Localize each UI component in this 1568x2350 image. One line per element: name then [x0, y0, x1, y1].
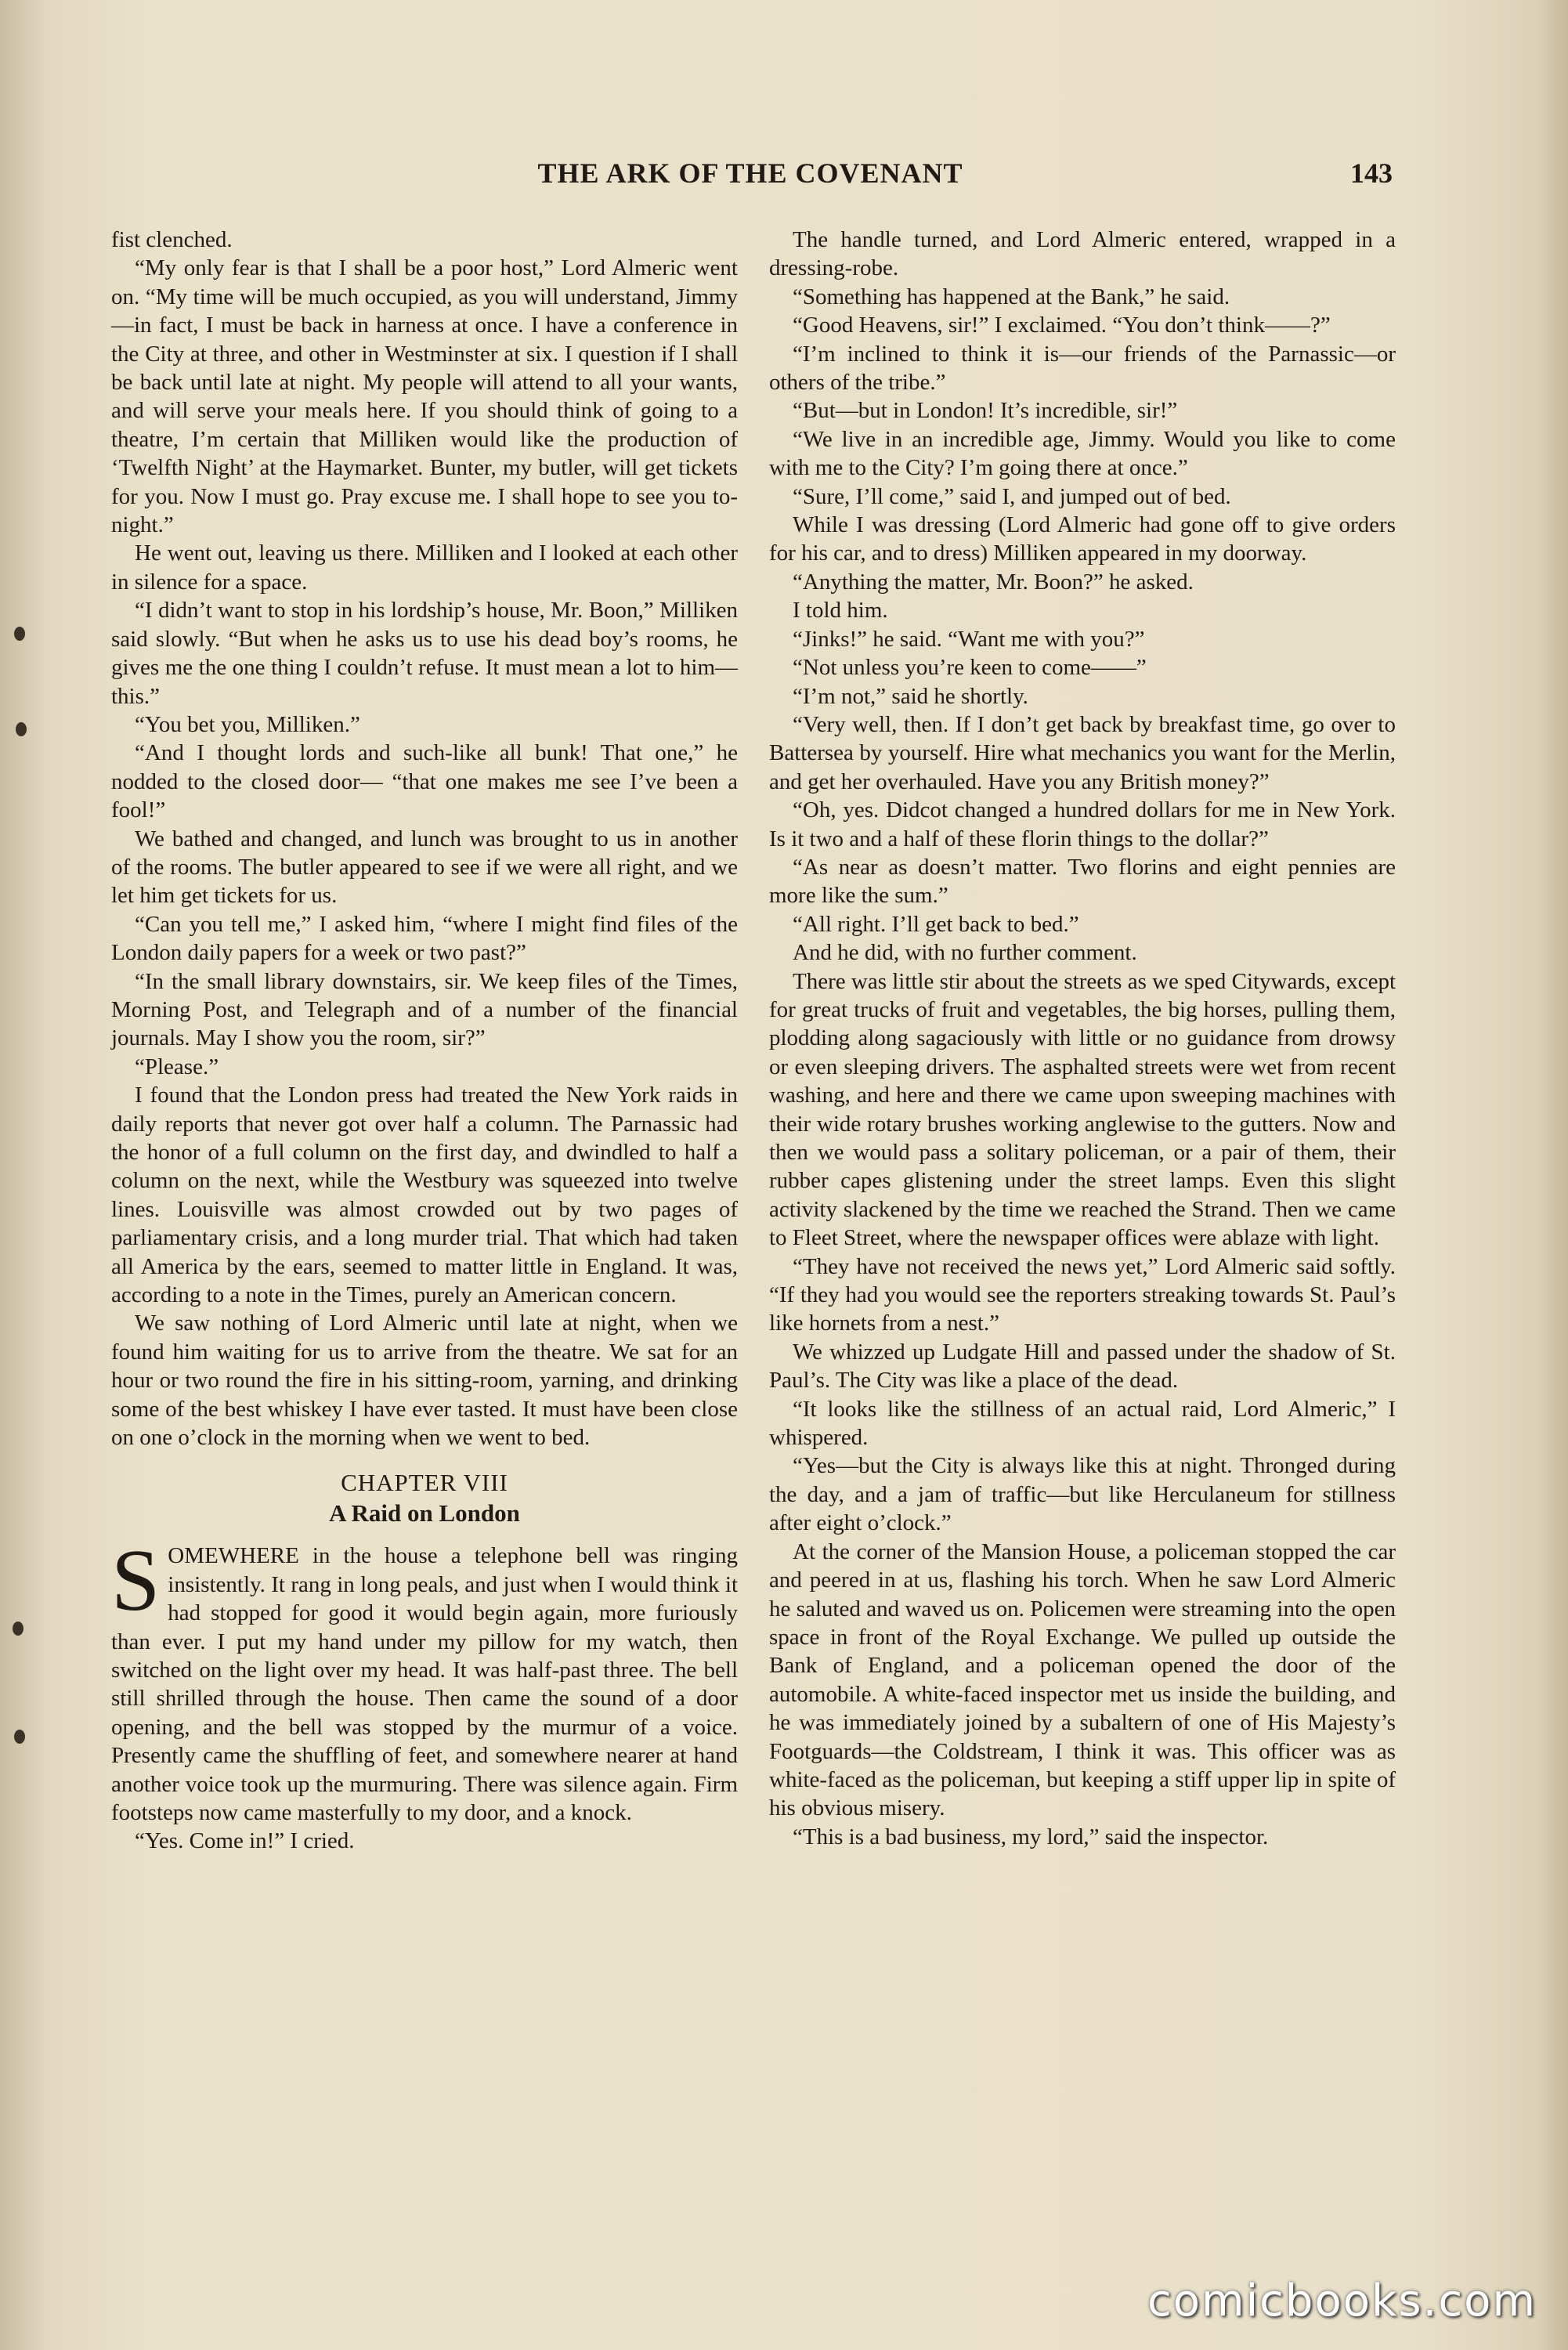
paragraph: I found that the London press had treated the New York raids in daily reports that never got over half a column. The Parnassic had the honor of a full column on the first day, and dwindled to half a column on the next, while the Westbury was squeezed into twelve lines. Louisville was almost crowded out by two pages of parliamentary crisis, and a long murder trial. That which had taken all America by the ears, seemed to matter little in England. It was, according to a note in the Times, purely an American concern.	[111, 1083, 738, 1308]
chapter-title: A Raid on London	[329, 1499, 520, 1527]
chapter-number: CHAPTER VIII	[341, 1469, 508, 1497]
paragraph: “I didn’t want to stop in his lordship’s house, Mr. Boon,” Milliken said slowly. “But when he asks us to use his dead boy’s rooms, he gives me the one thing I couldn’t refuse. It must mean a lot to him—this.”	[111, 598, 738, 709]
running-title: THE ARK OF THE COVENANT	[537, 157, 963, 189]
binding-hole	[14, 627, 25, 641]
paragraph: “I’m inclined to think it is—our friends of the Parnassic—or others of the tribe.”	[769, 341, 1396, 396]
paragraph: “All right. I’ll get back to bed.”	[793, 911, 1079, 937]
paragraph: “Not unless you’re keen to come——”	[793, 655, 1147, 681]
paragraph: “This is a bad business, my lord,” said the inspector.	[793, 1824, 1269, 1849]
paragraph: I told him.	[793, 598, 888, 624]
paragraph: He went out, leaving us there. Milliken and I looked at each other in silence for a space.	[111, 540, 738, 595]
page-header	[108, 154, 1393, 193]
drop-cap: S	[111, 1532, 161, 1630]
paragraph: “They have not received the news yet,” Lord Almeric said softly. “If they had you would see the reporters streaking towards St. Paul’s like hornets from a nest.”	[769, 1253, 1396, 1336]
paragraph: “It looks like the stillness of an actual raid, Lord Almeric,” I whispered.	[769, 1396, 1396, 1451]
page-number: 143	[1350, 157, 1393, 189]
paragraph: “In the small library downstairs, sir. We keep files of the Times, Morning Post, and Telegraph and of a number of the financial journals. May I show you the room, sir?”	[111, 968, 738, 1051]
binding-hole	[13, 1622, 23, 1636]
paragraph: “We live in an incredible age, Jimmy. Would you like to come with me to the City? I’m going there at once.”	[769, 426, 1396, 481]
paragraph: “You bet you, Milliken.”	[135, 711, 360, 737]
paragraph: “Good Heavens, sir!” I exclaimed. “You don’t think——?”	[793, 313, 1331, 338]
paragraph: “Oh, yes. Didcot changed a hundred dollars for me in New York. Is it two and a half of these florin things to the dollar?”	[769, 797, 1396, 851]
right-column	[769, 226, 1396, 1851]
paragraph: The handle turned, and Lord Almeric entered, wrapped in a dressing-robe.	[769, 227, 1396, 281]
paragraph: fist clenched.	[111, 227, 233, 252]
paragraph: “Anything the matter, Mr. Boon?” he asked.	[793, 569, 1194, 595]
paragraph: “I’m not,” said he shortly.	[793, 683, 1028, 709]
paragraph: “My only fear is that I shall be a poor host,” Lord Almeric went on. “My time will be much occupied, as you will understand, Jimmy—in fact, I must be back in harness at once. I have a conference in the City at three, and other in Westminster at six. I question if I shall be back until late at night. My people will attend to all your wants, and will serve your meals here. If you should think of going to a theatre, I’m certain that Milliken would like the production of ‘Twelfth Night’ at the Haymarket. Bunter, my butler, will get tickets for you. Now I must go. Pray excuse me. I shall hope to see you to-night.”	[111, 255, 738, 538]
paragraph: “Sure, I’ll come,” said I, and jumped out of bed.	[793, 483, 1231, 509]
paragraph: “Very well, then. If I don’t get back by breakfast time, go over to Battersea by yourself. Hire what mechanics you want for the Merlin, and get her overhauled. Have you any British money?”	[769, 711, 1396, 794]
paragraph: And he did, with no further comment.	[793, 940, 1137, 966]
paragraph: At the corner of the Mansion House, a policeman stopped the car and peered in at us, flashing his torch. When he saw Lord Almeric he saluted and waved us on. Policemen were streaming into the open space in front of the Royal Exchange. We pulled up outside the Bank of England, and a policeman opened the door of the automobile. A white-faced inspector met us inside the building, and he was immediately joined by a subaltern of one of His Majesty’s Footguards—the Coldstream, I think it was. This officer was as white-faced as the policeman, but keeping a stiff upper lip in spite of his obvious misery.	[769, 1538, 1396, 1821]
left-column	[111, 226, 738, 1856]
opening-paragraph	[111, 1532, 738, 1827]
paragraph: “Please.”	[135, 1054, 219, 1079]
binding-hole	[16, 722, 27, 736]
paragraph: “And I thought lords and such-like all bunk! That one,” he nodded to the closed door— “that one makes me see I’ve been a fool!”	[111, 740, 738, 823]
paragraph: We whizzed up Ludgate Hill and passed under the shadow of St. Paul’s. The City was like a place of the dead.	[769, 1339, 1396, 1394]
opening-paragraph-text: OMEWHERE in the house a telephone bell was ringing insistently. It rang in long peals, and just when I would think it had stopped for good it would begin again, more furiously than ever. I put my hand under my pillow for my watch, then switched on the light over my head. It was half-past three. The bell still shrilled through the house. Then came the sound of a door opening, and the bell was stopped by the murmur of a voice. Presently came the shuffling of feet, and somewhere nearer at hand another voice took up the murmuring. There was silence again. Firm footsteps now came masterfully to my door, and a knock.	[111, 1543, 738, 1825]
paragraph: While I was dressing (Lord Almeric had gone off to give orders for his car, and to dress) Milliken appeared in my doorway.	[769, 512, 1396, 566]
paragraph: “Something has happened at the Bank,” he said.	[793, 284, 1230, 309]
paragraph: We saw nothing of Lord Almeric until late at night, when we found him waiting for us to arrive from the theatre. We sat for an hour or two round the fire in his sitting-room, yarning, and drinking some of the best whiskey I have ever tasted. It must have been close on one o’clock in the morning when we went to bed.	[111, 1311, 738, 1451]
paragraph: “Jinks!” he said. “Want me with you?”	[793, 626, 1145, 652]
paragraph: “Yes. Come in!” I cried.	[135, 1828, 355, 1854]
paragraph: “As near as doesn’t matter. Two florins and eight pennies are more like the sum.”	[769, 854, 1396, 909]
binding-hole	[14, 1730, 25, 1744]
site-watermark: comicbooks.com	[1147, 2276, 1537, 2326]
paragraph: “Can you tell me,” I asked him, “where I might find files of the London daily papers for a week or two past?”	[111, 911, 738, 966]
chapter-heading	[111, 1469, 738, 1528]
paragraph: There was little stir about the streets as we sped Citywards, except for great trucks of fruit and vegetables, the big horses, pulling them, plodding along sagaciously with little or no guidance from drowsy or even sleeping drivers. The asphalted streets were wet from recent washing, and here and there we came upon sweeping machines with their wide rotary brushes working anglewise to the gutters. Now and then we would pass a solitary policeman, or a pair of them, their rubber capes glistening under the street lamps. Even this slight activity slackened by the time we reached the Strand. Then we came to Fleet Street, where the newspaper offices were ablaze with light.	[769, 968, 1396, 1251]
paragraph: We bathed and changed, and lunch was brought to us in another of the rooms. The butler appeared to see if we were all right, and we let him get tickets for us.	[111, 826, 738, 909]
paragraph: “Yes—but the City is always like this at night. Thronged during the day, and a jam of traffic—but like Herculaneum for stillness after eight o’clock.”	[769, 1453, 1396, 1536]
paragraph: “But—but in London! It’s incredible, sir!”	[793, 398, 1178, 424]
